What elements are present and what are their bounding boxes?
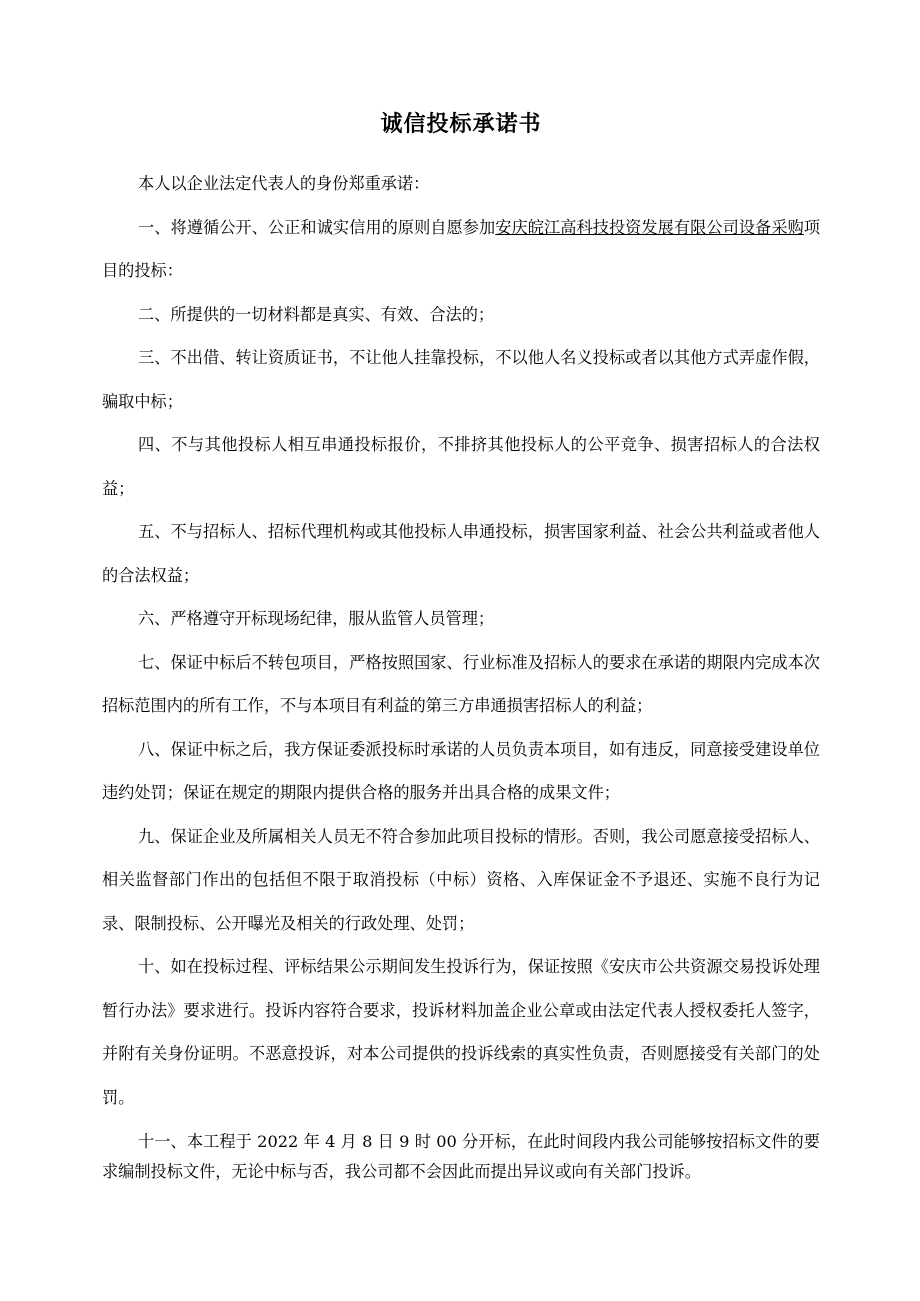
commitment-item-1 (102, 206, 820, 293)
commitment-item-11: 十一、本工程于 2022 年 4 月 8 日 9 时 00 分开标，在此时间段内我公司能够按招标文件的要求编制投标文件，无论中标与否，我公司都不会因此而提出异议或向有关部门投诉。 (102, 1132, 820, 1181)
commitment-item-8: 八、保证中标之后，我方保证委派投标时承诺的人员负责本项目，如有违反，同意接受建设单位违约处罚；保证在规定的期限内提供合格的服务并出具合格的成果文件； (102, 739, 820, 802)
commitment-item-2: 二、所提供的一切材料都是真实、有效、合法的； (138, 304, 495, 324)
commitment-item-5: 五、不与招标人、招标代理机构或其他投标人串通投标，损害国家利益、社会公共利益或者他人的合法权益； (102, 522, 820, 585)
document-title: 诚信投标承诺书 (380, 111, 542, 137)
commitment-item-3: 三、不出借、转让资质证书，不让他人挂靠投标，不以他人名义投标或者以其他方式弄虚作假，骗取中标； (102, 348, 820, 411)
commitment-item-10: 十、如在投标过程、评标结果公示期间发生投诉行为，保证按照《安庆市公共资源交易投诉处理暂行办法》要求进行。投诉内容符合要求，投诉材料加盖企业公章或由法定代表人授权委托人签字，并附有关身份证明。不恶意投诉，对本公司提供的投诉线索的真实性负责，否则愿接受有关部门的处罚。 (102, 957, 820, 1107)
intro-paragraph: 本人以企业法定代表人的身份郑重承诺： (138, 174, 430, 193)
commitment-item-6: 六、严格遵守开标现场纪律，服从监管人员管理； (138, 609, 495, 628)
commitment-item-9: 九、保证企业及所属相关人员无不符合参加此项目投标的情形。否则，我公司愿意接受招标人、相关监督部门作出的包括但不限于取消投标（中标）资格、入库保证金不予退还、实施不良行为记录、限制投标、公开曝光及相关的行政处理、处罚； (102, 826, 820, 933)
document-page (102, 106, 820, 1187)
commitment-item-4: 四、不与其他投标人相互串通投标报价，不排挤其他投标人的公平竞争、损害招标人的合法权益； (102, 435, 820, 498)
item1-prefix: 一、将遵循公开、公正和诚实信用的原则自愿参加 (138, 217, 496, 237)
item1-suffix: 项目的投标： (102, 217, 820, 280)
commitment-item-7: 七、保证中标后不转包项目，严格按照国家、行业标准及招标人的要求在承诺的期限内完成本次招标范围内的所有工作，不与本项目有利益的第三方串通损害招标人的利益； (102, 652, 820, 715)
project-name: 安庆皖江高科技投资发展有限公司设备采购 (495, 217, 804, 237)
